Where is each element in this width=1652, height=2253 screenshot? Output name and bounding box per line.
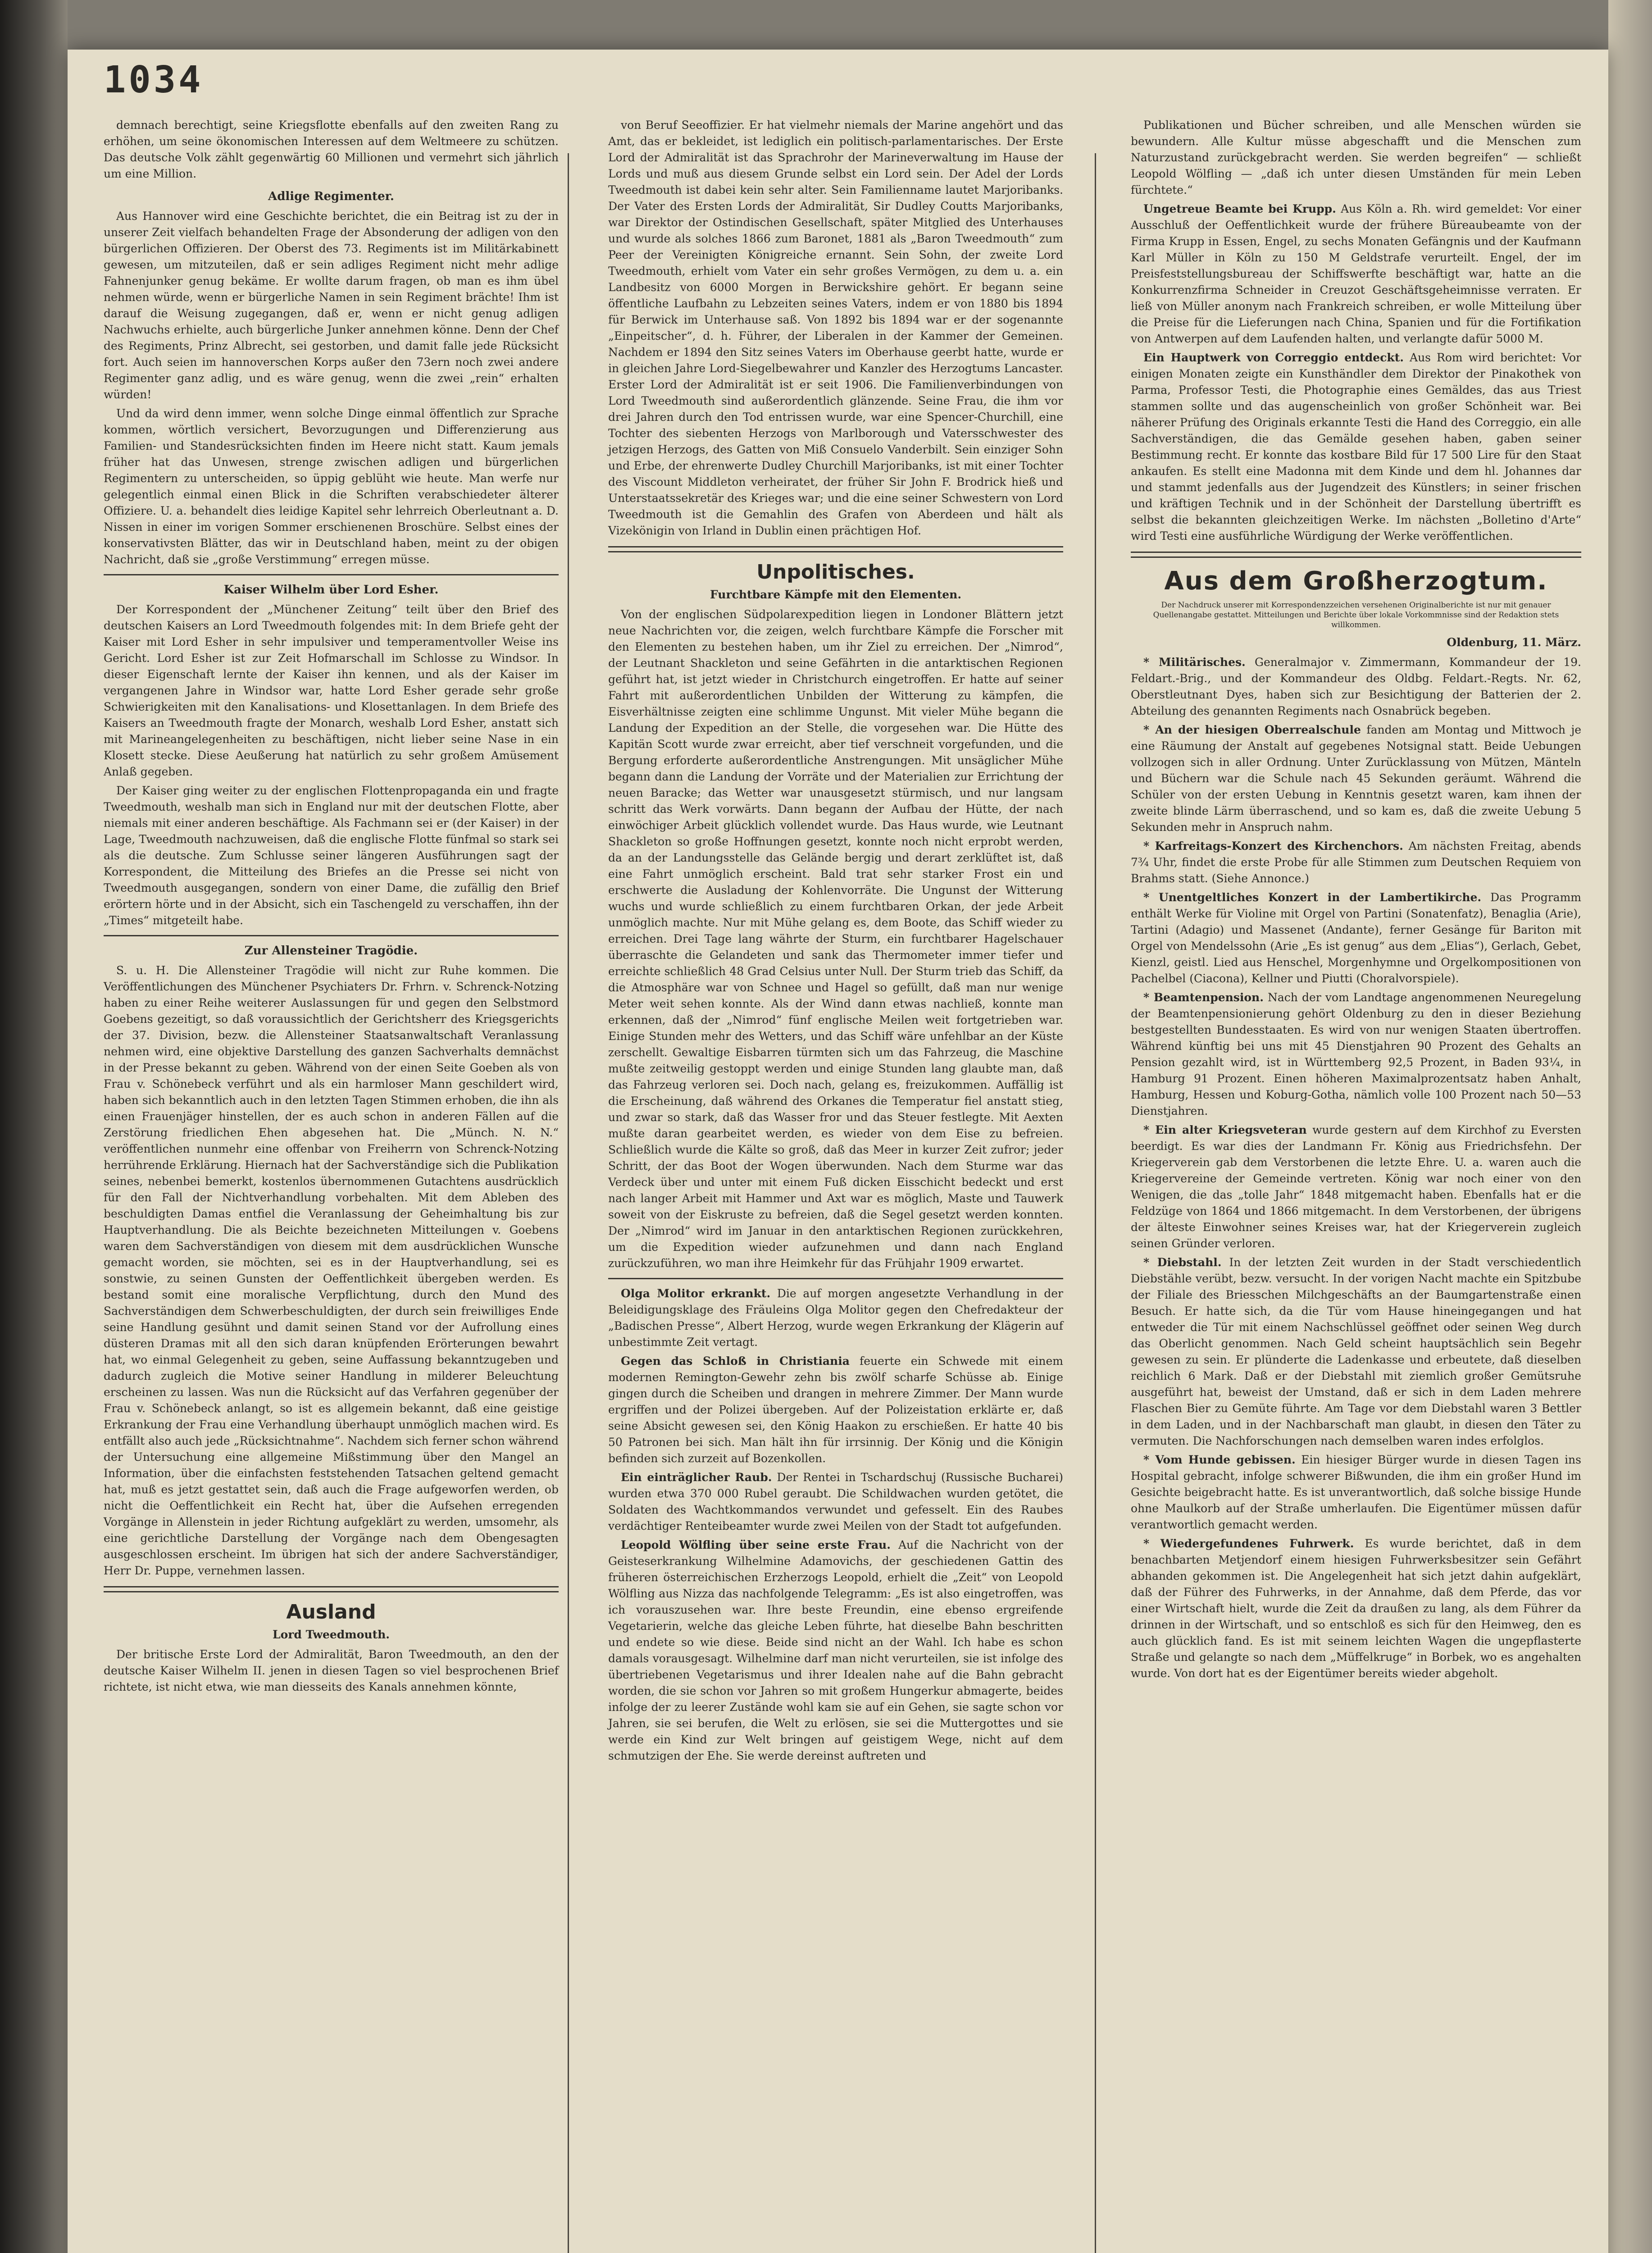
local-news-text: Nach der vom Landtage angenommenen Neuregelung der Beamtenpensionierung gehört Oldenburg zu den in dieser Beziehung bestgestellten Bundesstaaten. Es wird von nur wenigen Staaten übertroffen. Während künftig bei uns mit 45 Dienstjahren 90 Prozent des Gehalts an Pension gezahlt wird, ist in Württemberg 92,5 Prozent, in Baden 93¼, in Hamburg 91 Prozent. Einen höheren Maximalprozentsatz haben Anhalt, Hamburg, Hessen und Koburg-Gotha, nämlich volle 100 Prozent nach 50—53 Dienstjahren. [1131,991,1581,1117]
news-item [608,1537,1063,1764]
news-item-lead: Ungetreue Beamte bei Krupp. [1143,202,1336,215]
news-item-lead: Gegen das Schloß in Christiania [621,1355,850,1368]
news-item-text: Der Rentei in Tschardschuj (Russische Bucharei) wurden etwa 370 000 Rubel geraubt. Die Schildwachen wurden getötet, die Soldaten des Wachtkommandos verwundet und gefesselt. Ein des Raubes verdächtiger Renteibeamter wurde zwei Meilen von der Stadt tot aufgefunden. [608,1471,1063,1532]
local-news-lead: * Ein alter Kriegsveteran [1143,1123,1307,1136]
local-news-list [1131,654,1581,1682]
news-item-text: Aus Köln a. Rh. wird gemeldet: Vor einer Ausschluß der Oeffentlichkeit wurde der frühere Büreaubeamte von der Firma Krupp in Essen, Engel, zu sechs Monaten Gefängnis und der Kaufmann Karl Müller in Köln zu 150 M Geldstrafe verurteilt. Engel, der im Preisfeststellungsbureau der Schiffswerfte beschäftigt war, hatte an die Konkurrenzfirma Schneider in Creuzot Geschäftsgeheimnisse verraten. Er ließ von Müller anonym nach Frankreich schreiben, er wolle Mitteilung über die Preise für die Lieferungen nach China, Spanien und für die Fortifikation von Antwerpen auf dem Laufenden halten, und verlangte dafür 5000 M. [1131,202,1581,345]
local-news-text: Es wurde berichtet, daß in dem benachbarten Metjendorf einem hiesigen Fuhrwerksbesitzer sein Gefährt abhanden gekommen ist. Die Angelegenheit hat sich jetzt dahin aufgeklärt, daß der Führer des Fuhrwerks, in der Annahme, daß dem Pferde, das vor einer Wirtschaft hielt, wurde die Zeit da draußen zu lang, als dem Führer da drinnen in der Wirtschaft, und so entschloß es sich für den Heimweg, den es auch glücklich fand. Es ist mit seinem leichten Wagen die ungepflasterte Straße und gelangte so nach dem „Müffelkruge“ in Borbek, wo es angehalten wurde. Von dort hat es der Eigentümer bereits wieder abgeholt. [1131,1537,1581,1680]
paragraph: von Beruf Seeoffizier. Er hat vielmehr niemals der Marine angehört und das Amt, das er bekleidet, ist lediglich ein politisch-parlamentarisches. Der Erste Lord der Admiralität ist das Sprachrohr der Marineverwaltung im Hause der Lords und muß aus diesem Grunde selbst ein Lord sein. Der Adel der Lords Tweedmouth ist dabei kein sehr alter. Sein Familienname lautet Marjoribanks. Der Vater des Ersten Lords der Admiralität, Sir Dudley Coutts Marjoribanks, war Direktor der Ostindischen Gesellschaft, später Mitglied des Unterhauses und wurde als solches 1866 zum Baronet, 1881 als „Baron Tweedmouth“ zum Peer der Vereinigten Königreiche ernannt. Sein Sohn, der zweite Lord Tweedmouth, erhielt vom Vater ein sehr großes Vermögen, zu dem u. a. ein Landbesitz von 6000 Morgen in Berwickshire gehört. Er begann seine öffentliche Laufbahn zu Lebzeiten seines Vaters, indem er von 1880 bis 1894 für Berwick im Unterhause saß. Von 1892 bis 1894 war er der sogenannte „Einpeitscher“, d. h. Führer, der Liberalen in der Kammer der Gemeinen. Nachdem er 1894 den Sitz seines Vaters im Oberhause geerbt hatte, wurde er in gleichen Jahre Lord-Siegelbewahrer und Kanzler des Herzogtums Lancaster. Erster Lord der Admiralität ist er seit 1906. Die Familienverbindungen von Lord Tweedmouth sind außerordentlich glänzende. Seine Frau, die ihm vor drei Jahren durch den Tod entrissen wurde, war eine Spencer-Churchill, eine Tochter des siebenten Herzogs von Marlborough und Vatersschwester des jetzigen Herzogs, des Gatten von Miß Consuelo Vanderbilt. Sein einziger Sohn und Erbe, der ehrenwerte Dudley Churchill Marjoribanks, ist mit einer Tochter des Viscount Middleton verheiratet, der früher Sir John F. Brodrick hieß und Unterstaatssekretär des Krieges war; und die eine seiner Schwestern von Lord Tweedmouth ist die Gemahlin des Grafen von Aberdeen und hält als Vizekönigin von Irland in Dublin einen prächtigen Hof. [608,119,1063,537]
paragraph: Und da wird denn immer, wenn solche Dinge einmal öffentlich zur Sprache kommen, wörtlich versichert, Bevorzugungen und Differenzierung aus Familien- und Standesrücksichten finden im Heere nicht statt. Kaum jemals früher hat das Unwesen, strenge zwischen adligen und bürgerlichen Regimentern zu unterscheiden, so üppig geblüht wie heute. Man werfe nur gelegentlich einmal einen Blick in die Schriften verabschiedeter älterer Offiziere. U. a. behandelt dies leidige Kapitel sehr lehrreich Oberleutnant a. D. Nissen in einer im vorigen Sommer erschienenen Broschüre. Selbst eines der konservativsten Blätter, das wir in Deutschland haben, meint zu der obigen Nachricht, daß sie „große Verstimmung“ erregen müsse. [104,407,559,566]
paragraph: S. u. H. Die Allensteiner Tragödie will nicht zur Ruhe kommen. Die Veröffentlichungen des Münchener Psychiaters Dr. Frhrn. v. Schrenck-Notzing haben zu einer Reihe weiterer Auslassungen für und gegen den Selbstmord Goebens gezeitigt, so daß voraussichtlich der Gerichtsherr des Kriegsgerichts der 37. Division, bezw. die Allensteiner Staatsanwaltschaft Veranlassung nehmen wird, eine objektive Darstellung des ganzen Sachverhalts demnächst in der Presse bekannt zu geben. Während von der einen Seite Goeben als von Frau v. Schönebeck verführt und als ein harmloser Mann geschildert wird, haben sich bekanntlich auch in den letzten Tagen Stimmen erhoben, die ihn als einen Frauenjäger hinstellen, der es auch schon in anderen Fällen auf die Zerstörung friedlichen Ehen abgesehen hat. Die „Münch. N. N.“ veröffentlichen nunmehr eine offenbar von Freiherrn von Schrenck-Notzing herrührende Erklärung. Hiernach hat der Sachverständige sich die Publikation seines, nebenbei bemerkt, kostenlos übernommenen Gutachtens ausdrücklich für den Fall der Nichtverhandlung vorbehalten. Mit dem Ableben des beschuldigten Damas entfiel die Veranlassung der Geheimhaltung bis zur Hauptverhandlung. Die als Beichte bezeichneten Mitteilungen v. Goebens waren dem Sachverständigen von diesem mit dem ausdrücklichen Wunsche gemacht worden, sie möchten, sei es in der Hauptverhandlung, sei es sonstwie, zu seinen Gunsten der Oeffentlichkeit übergeben werden. Es bestand somit eine moralische Verpflichtung, durch den Mund des Sachverständigen dem Schwerbeschuldigten, der durch sein freiwilliges Ende seine Handlung gesühnt und damit seinen Stand vor der Aufrollung eines düsteren Dramas mit all den sich daran knüpfenden Erörterungen bewahrt hat, wo einmal Gelegenheit zu geben, seine Auffassung bekanntzugeben und dadurch zugleich die Motive seiner Handlung in milderer Beleuchtung erscheinen zu lassen. Was nun die Rücksicht auf das Verfahren gegenüber der Frau v. Schönebeck anlangt, so ist es allgemein bekannt, daß eine geistige Erkrankung der Frau eine Verhandlung überhaupt unmöglich machen wird. Es entfällt also auch jede „Rücksichtnahme“. Nachdem sich ferner schon während der Untersuchung eine allgemeine Mißstimmung über den Mangel an Information, über die einfachsten feststehenden Tatsachen geltend gemacht hat, muß es jetzt gestattet sein, daß auch die Frage aufgeworfen werden, ob nicht die Oeffentlichkeit ein Recht hat, über die Aufsehen erregenden Vorgänge in Allenstein in jeder Richtung aufgeklärt zu werden, umsomehr, als eine gerichtliche Darstellung der Vorgänge nach dem Obengesagten ausgeschlossen erscheint. Im übrigen hat sich der andere Sachverständiger, Herr Dr. Puppe, vernehmen lassen. [104,964,559,1577]
paragraph: Publikationen und Bücher schreiben, und alle Menschen würden sie bewundern. Alle Kultur müsse abgeschafft und die Menschen zum Naturzustand zurückgebracht werden. Sie werden begreifen“ — schließt Leopold Wölfling — „daß ich unter diesen Umständen für mein Leben fürchtete.“ [1131,119,1581,196]
local-news-item [1131,1122,1581,1252]
paragraph: Aus Hannover wird eine Geschichte berichtet, die ein Beitrag ist zu der in unserer Zeit vielfach behandelten Frage der Absonderung der adligen von den bürgerlichen Offizieren. Der Oberst des 73. Regiments ist im Militärkabinett gewesen, um mitzuteilen, daß er sein adliges Regiment nicht mehr adlige Fahnenjunker genug bekäme. Er wollte darum fragen, ob man es ihm übel nehmen würde, wenn er bürgerliche Namen in sein Regiment brächte! Ihm ist darauf die Weisung zugegangen, daß er, wenn er nicht genug adligen Nachwuchs erhielte, auch bürgerliche Junker annehmen könne. Denn der Chef des Regiments, Prinz Albrecht, sei gestorben, und damit falle jede Rücksicht fort. Auch seien im hannoverschen Korps außer den 73ern noch zwei andere Regimenter ganz adlig, und es wäre genug, wenn die zwei „rein“ erhalten würden! [104,210,559,401]
paragraph: Der Korrespondent der „Münchener Zeitung“ teilt über den Brief des deutschen Kaisers an Lord Tweedmouth folgendes mit: In dem Briefe geht der Kaiser mit Lord Esher in sehr impulsiver und temperamentvoller Weise ins Gericht. Lord Esher ist zur Zeit Hofmarschall im Schlosse zu Windsor. In dieser Eigenschaft lernte der Kaiser ihn kennen, und als der Kaiser im vergangenen Jahre in Windsor war, hatte Lord Esher gerade sehr große Schwierigkeiten mit den Kanalisations- und Klosettanlagen. In dem Briefe des Kaisers an Tweedmouth fragte der Monarch, weshalb Lord Esher, anstatt sich mit Marineangelegenheiten zu beschäftigen, nicht lieber seine Nase in ein Klosett stecke. Diese Aeußerung hat natürlich zu sehr großem Amüsement Anlaß gegeben. [104,603,559,778]
local-news-lead: * Diebstahl. [1143,1256,1222,1269]
local-news-text: Ein hiesiger Bürger wurde in diesen Tagen ins Hospital gebracht, infolge schwerer Bißwunden, die ihm ein großer Hund im Gesichte beigebracht hatte. Es ist unverantwortlich, daß solche bissige Hunde ohne Maulkorb auf der Straße umherlaufen. Die Eigentümer müssen dafür verantwortlich gemacht werden. [1131,1453,1581,1531]
news-item-text: feuerte ein Schwede mit einem modernen Remington-Gewehr zehn bis zwölf scharfe Schüsse ab. Einige gingen durch die Scheiben und drangen in mehrere Zimmer. Der Mann wurde ergriffen und der Polizei übergeben. Auf der Polizeistation erklärte er, daß seine Absicht gewesen sei, den König Haakon zu erschießen. Er hatte 40 bis 50 Patronen bei sich. Man hält ihn für irrsinnig. Der König und die Königin befinden sich zurzeit auf Bozenkollen. [608,1355,1063,1465]
section-heading: Adlige Regimenter. [268,190,394,203]
local-news-lead: * Beamtenpension. [1143,991,1264,1004]
local-news-item [1131,1254,1581,1449]
news-item [608,1469,1063,1534]
column-rule [568,153,569,2253]
local-news-item [1131,990,1581,1119]
divider [1131,552,1581,558]
section-heading: Kaiser Wilhelm über Lord Esher. [223,583,439,597]
local-news-item [1131,722,1581,835]
section-heading: Zur Allensteiner Tragödie. [244,944,418,958]
local-news-item [1131,1452,1581,1533]
news-item-text: Auf die Nachricht von der Geisteserkrankung Wilhelmine Adamovichs, der geschiedenen Gattin des früheren österreichischen Erzherzogs Leopold, erhielt die „Zeit“ von Leopold Wölfling aus Nizza das nachfolgende Telegramm: „Es ist also eingetroffen, was ich vorauszusehen war. Ihre beste Freundin, eine ebenso ergreifende Vegetarierin, welche das gleiche Leben führte, hat dieselbe Bahn beschritten und endete so wie diese. Beide sind nicht an der Wahl. Ich habe es schon damals vorausgesagt. Wilhelmine darf man nicht verurteilen, sie ist infolge des übertriebenen Vegetarismus und ihrer Idealen nahe auf die Bahn gebracht worden, die sie schon vor Jahren so mit großem Hungerkur abmagerte, beides infolge der zu leerer Zustände wohl kam sie auf ein Gehen, sie sagte schon vor Jahren, sie sei berufen, die Welt zu erlösen, sie sei die Muttergottes und sie werde ein Kind zur Welt bringen auf geistigem Wege, nicht auf dem schmutzigen der Ehe. Sie werde dereinst auftreten und [608,1538,1063,1762]
news-item [1131,350,1581,544]
divider [608,1278,1063,1279]
paragraph: demnach berechtigt, seine Kriegsflotte ebenfalls auf den zweiten Rang zu erhöhen, um seine ökonomischen Interessen auf dem Weltmeere zu schützen. Das deutsche Volk zählt gegenwärtig 60 Millionen und vermehrt sich jährlich um eine Million. [104,119,559,180]
local-news-item [1131,654,1581,719]
book-binding [0,0,68,2253]
column-3 [1131,117,1581,1684]
divider [608,546,1063,552]
news-item-text: Die auf morgen angesetzte Verhandlung in der Beleidigungsklage des Fräuleins Olga Molitor gegen den Chefredakteur der „Badischen Presse“, Albert Herzog, wurde wegen Erkrankung der Klägerin auf unbestimmte Zeit vertagt. [608,1287,1063,1349]
news-item [608,1286,1063,1350]
news-item-lead: Ein Hauptwerk von Correggio entdeckt. [1143,351,1404,364]
paragraph: Der Kaiser ging weiter zu der englischen Flottenpropaganda ein und fragte Tweedmouth, weshalb man sich in England nur mit der deutschen Flotte, aber niemals mit einer anderen beschäftige. Als Fachmann sei er (der Kaiser) in der Lage, Tweedmouth nachzuweisen, daß die englische Flotte fünfmal so stark sei als die deutsche. Zum Schlusse seiner längeren Ausführungen sagt der Korrespondent, die Mitteilung des Briefes an die Presse sei nicht von Tweedmouth ausgegangen, sondern von einer Dame, die zufällig den Brief erörtern hörte und in der Absicht, sich ein Taschengeld zu verschaffen, ihn der „Times“ mitgeteilt habe. [104,784,559,927]
local-news-lead: * Unentgeltliches Konzert in der Lambertikirche. [1143,891,1482,904]
section-heading-large: Aus dem Großherzogtum. [1164,566,1548,596]
divider [104,574,559,575]
local-news-text: wurde gestern auf dem Kirchhof zu Eversten beerdigt. Es war dies der Landmann Fr. König aus Friedrichsfehn. Der Kriegerverein gab dem Verstorbenen die letzte Ehre. U. a. waren auch die Kriegervereine der Gemeinde vertreten. König war noch einer von den Wenigen, die das „tolle Jahr“ 1848 mitgemacht haben. Ebenfalls hat er die Feldzüge von 1864 und 1866 mitgemacht. In dem Verstorbenen, der übrigens der älteste Einwohner seines Kreises war, hat der Kriegerverein zugleich seinen Gründer verloren. [1131,1123,1582,1250]
news-item [1131,201,1581,347]
local-news-lead: * An der hiesigen Oberrealschule [1143,723,1361,736]
section-heading-large: Unpolitisches. [756,561,915,584]
column-2 [608,117,1063,1767]
news-item-lead: Olga Molitor erkrankt. [621,1287,771,1300]
section-heading-large: Ausland [286,1601,376,1624]
local-news-item [1131,889,1581,987]
dateline: Oldenburg, 11. März. [1447,636,1581,649]
page-number: 1034 [104,59,204,101]
news-item-text: Aus Rom wird berichtet: Vor einigen Monaten zeigte ein Kunsthändler dem Direktor der Pinakothek von Parma, Professor Testi, die Photographie eines Gemäldes, das aus Triest stammen sollte und das augenscheinlich von großer Schönheit war. Bei näherer Prüfung des Originals erkannte Testi die Hand des Correggio, ein alle Sachverständigen, die das Gemälde gesehen haben, gaben seiner Bestimmung recht. Er konnte das kostbare Bild für 17 500 Lire für den Staat ankaufen. Es stellt eine Madonna mit dem Kinde und dem hl. Johannes dar und stammt jedenfalls aus der Jugendzeit des Künstlers; in seiner frischen und kräftigen Technik und in der Schönheit der Darstellung übertrifft es selbst die bekannten gleichzeitigen Werke. Im nächsten „Bolletino d'Arte“ wird Testi eine ausführliche Würdigung der Werke veröffentlichen. [1131,351,1581,543]
news-item-lead: Leopold Wölfling über seine erste Frau. [621,1538,891,1551]
local-news-item [1131,1536,1581,1682]
local-news-lead: * Vom Hunde gebissen. [1143,1453,1296,1466]
page-edge [1608,0,1652,2253]
divider [104,1586,559,1592]
news-item-lead: Ein einträglicher Raub. [621,1471,772,1484]
divider [104,935,559,936]
newspaper-page [68,50,1608,2253]
subheading: Lord Tweedmouth. [272,1628,390,1641]
reprint-note: Der Nachdruck unserer mit Korrespondenzzeichen versehenen Originalberichte ist nur mit genauer Quellenangabe gestattet. Mitteilungen und Berichte über lokale Vorkommnisse sind der Redaktion stets willkommen. [1153,601,1559,629]
local-news-lead: * Wiedergefundenes Fuhrwerk. [1143,1537,1354,1550]
paragraph: Von der englischen Südpolarexpedition liegen in Londoner Blättern jetzt neue Nachrichten vor, die zeigen, welch furchtbare Kämpfe die Forscher mit den Elementen zu bestehen haben, um ihr Ziel zu erreichen. Der „Nimrod“, der Leutnant Shackleton und seine Gefährten in die antarktischen Regionen geführt hat, ist jetzt wieder in Christchurch eingetroffen. Er hatte auf seiner Fahrt mit außerordentlichen Unbilden der Witterung zu kämpfen, die Eisverhältnisse zeigten eine schlimme Ungunst. Mit vieler Mühe begann die Landung der Expedition an der Stelle, die vorgesehen war. Die Hütte des Kapitän Scott wurde zwar erreicht, aber tief verschneit vorgefunden, und die Bergung erforderte außerordentliche Anstrengungen. Mit unsäglicher Mühe begann dann die Landung der Vorräte und der Materialien zur Errichtung der neuen Baracke; das Wetter war unausgesetzt stürmisch, und nur langsam schritt das Werk vorwärts. Dann begann der Aufbau der Hütte, der nach einwöchiger Arbeit glücklich vollendet wurde. Das Haus wurde, wie Leutnant Shackleton so große Hoffnungen gesetzt, konnte noch nicht erprobt werden, da an der Landungsstelle das Gelände bergig und derart zerklüftet ist, daß eine Fahrt unmöglich erscheint. Bald trat sehr starker Frost ein und erschwerte die Ausladung der Kohlenvorräte. Die Ungunst der Witterung wuchs und wurde schließlich zu einem furchtbaren Orkan, der jede Arbeit unmöglich machte. Nur mit Mühe gelang es, dem Boote, das Schiff wieder zu erreichen. Drei Tage lang währte der Sturm, ein furchtbarer Hagelschauer überraschte die Gelandeten und sank das Thermometer immer tiefer und erreichte schließlich 48 Grad Celsius unter Null. Der Sturm trieb das Schiff, da die Atmosphäre war von Schnee und Hagel so gefüllt, daß man nur wenige Meter weit sehen konnte. Als der Wind dann etwas nachließ, konnte man erkennen, daß der „Nimrod“ fünf englische Meilen weit fortgetrieben war. Einige Stunden mehr des Wetters, und das Schiff wäre unfehlbar an der Küste zerschellt. Gewaltige Eisbarren türmten sich um das Fahrzeug, die Maschine mußte zeitweilig gestoppt werden und einige Stunden lang glaubte man, daß das Fahrzeug verloren sei. Doch nach, gelang es, freizukommen. Auffällig ist die Erscheinung, daß während des Orkanes die Temperatur fiel anstatt stieg, und zwar so stark, daß das Wasser fror und das Steuer festlegte. Mit Aexten mußte daran gearbeitet werden, es wieder von dem Eise zu befreien. Schließlich wurde die Kälte so groß, daß das Meer in kurzer Zeit zufror; jeder Schritt, der das Boot der Wogen überwunden. Nach dem Sturme war das Verdeck über und unter mit einem Fuß dicken Eisschicht bedeckt und erst nach langer Arbeit mit Hammer und Axt war es möglich, Maste und Tauwerk soweit von der Eiskruste zu befreien, daß die Segel gesetzt werden konnten. Der „Nimrod“ wird im Januar in den antarktischen Regionen zurückkehren, um die Expedition wieder aufzunehmen und dann nach England zurückzuführen, wo man ihre Heimkehr für das Frühjahr 1909 erwartet. [608,608,1063,1270]
local-news-text: Am nächsten Freitag, abends 7¾ Uhr, findet die erste Probe für alle Stimmen zum Deutschen Requiem von Brahms statt. (Siehe Annonce.) [1131,839,1581,885]
subheading: Furchtbare Kämpfe mit den Elementen. [710,588,962,601]
column-1 [104,117,559,1698]
column-rule [1095,153,1096,2253]
news-item [608,1353,1063,1467]
local-news-text: fanden am Montag und Mittwoch je eine Räumung der Anstalt auf gegebenes Notsignal statt. Beide Uebungen vollzogen sich in aller Ordnung. Unter Zurücklassung von Mützen, Mänteln und Büchern war die Schule nach 45 Sekunden geräumt. Während die Schüler von der ersten Uebung in Kenntnis gesetzt waren, kam ihnen der zweite blinde Lärm überraschend, und so kam es, daß die zweite Uebung 5 Sekunden mehr in Anspruch nahm. [1131,723,1581,834]
paragraph: Der britische Erste Lord der Admiralität, Baron Tweedmouth, an den der deutsche Kaiser Wilhelm II. jenen in diesen Tagen so viel besprochenen Brief richtete, ist nicht etwa, wie man diesseits des Kanals annehmen könnte, [104,1648,559,1693]
local-news-lead: * Militärisches. [1143,656,1246,669]
local-news-item [1131,838,1581,887]
local-news-text: In der letzten Zeit wurden in der Stadt verschiedentlich Diebstähle verübt, bezw. versucht. In der vorigen Nacht machte ein Spitzbube der Filiale des Briesschen Milchgeschäfts an der Baumgartenstraße einen Besuch. Er hatte sich, da die Tür vom Hause hineingegangen und hat entweder die Tür mit einem Nachschlüssel geöffnet oder seinen Weg durch das Oberlicht genommen. Nach Geld scheint hauptsächlich sein Begehr gewesen zu sein. Er plünderte die Ladenkasse und erbeutete, daß dieselben reichlich 6 Mark. Daß er der Diebstahl mit ziemlich großer Gemütsruhe ausgeführt hat, beweist der Umstand, daß er sich in dem Laden mehrere Flaschen Bier zu Gemüte führte. Am Tage vor dem Diebstahl waren 3 Bettler in dem Laden, und in der Nachbarschaft man glaubt, in diesen den Täter zu vermuten. Die Nachforschungen nach demselben waren indes erfolglos. [1131,1256,1581,1447]
local-news-text: Das Programm enthält Werke für Violine mit Orgel von Partini (Sonatenfatz), Benaglia (Arie), Tartini (Adagio) und Massenet (Andante), ferner Gesänge für Bariton mit Orgel von Mendelssohn (Arie „Es ist genug“ aus dem „Elias“), Gerlach, Gebet, Kienzl, geistl. Lied aus Henschel, Morgenhymne und Orgelkompositionen von Pachelbel (Ciacona), Kellner und Piutti (Choralvorspiele). [1131,891,1582,985]
local-news-lead: * Karfreitags-Konzert des Kirchenchors. [1143,839,1403,853]
local-news-text: Generalmajor v. Zimmermann, Kommandeur der 19. Feldart.-Brig., und der Kommandeur des Oldbg. Feldart.-Regts. Nr. 62, Oberstleutnant Dyes, haben sich zur Besichtigung der Batterien der 2. Abteilung des genannten Regiments nach Osnabrück begeben. [1131,656,1582,717]
